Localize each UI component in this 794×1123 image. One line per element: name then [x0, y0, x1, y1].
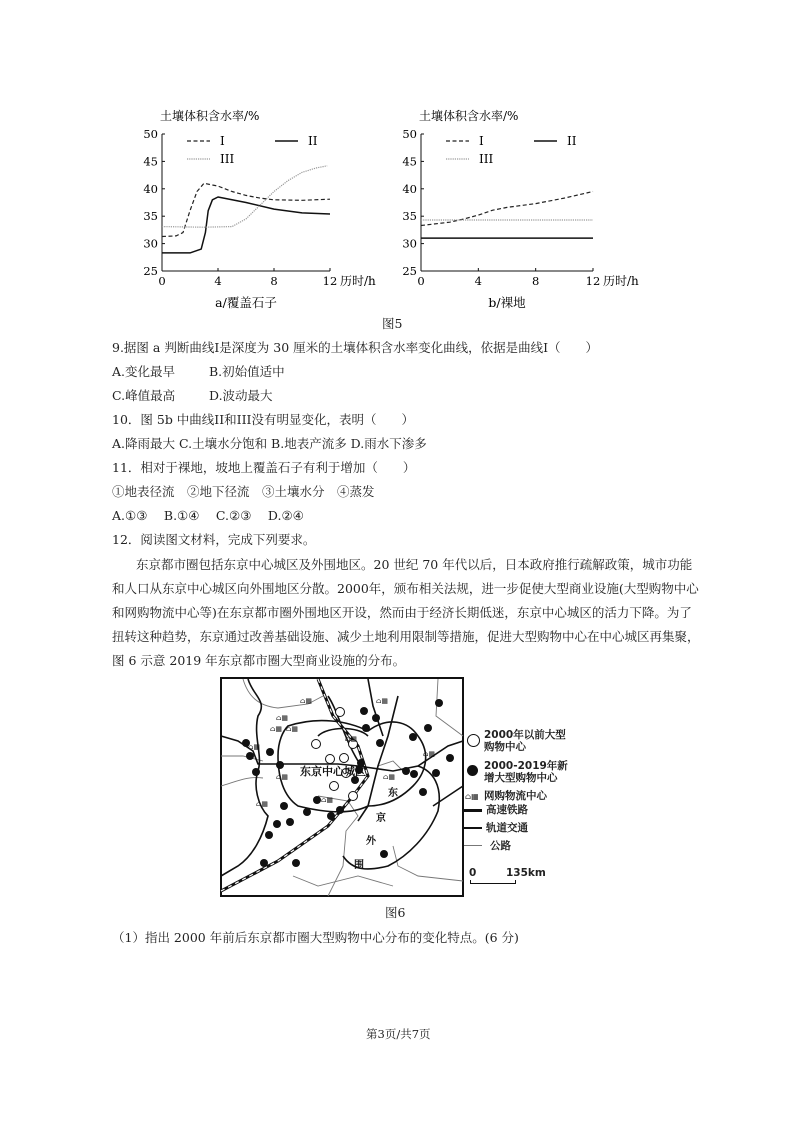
warehouse-icon: ⌂▦: [276, 714, 288, 722]
question-12-1: （1）指出 2000 年前后东京都市圈大型购物中心分布的变化特点。(6 分): [112, 930, 519, 945]
x-tick-label: 8: [532, 274, 540, 288]
y-tick-label: 40: [402, 181, 417, 196]
chart-b: [402, 108, 639, 310]
legend-label: I: [220, 134, 225, 148]
y-tick-label: 30: [402, 236, 417, 251]
shopping-center-marker: [336, 708, 345, 717]
svg-text:外: 外: [366, 836, 376, 847]
y-tick-label: 25: [143, 264, 158, 278]
warehouse-icon: ⌂▦: [423, 750, 435, 758]
shopping-center-marker: [326, 755, 335, 764]
passage-line: 扭转这种趋势，东京通过改善基础设施、减少土地利用限制等措施，促进大型购物中心在中心城区再集聚，: [112, 629, 700, 644]
y-tick-label: 50: [143, 127, 158, 141]
q9-option-d: D.波动最大: [209, 388, 273, 403]
tokyo-map: [218, 676, 468, 901]
y-tick-label: 35: [402, 209, 417, 224]
y-axis-label: 土壤体积含水率/%: [419, 109, 519, 123]
question-10: 10．图 5b 中曲线II和III没有明显变化，表明（ ）: [112, 412, 414, 427]
warehouse-icon: ⌂▦: [376, 697, 388, 705]
chart-subtitle: a/覆盖石子: [215, 295, 277, 310]
legend-rail: 轨道交通: [486, 822, 528, 834]
warehouse-icon: ⌂▦: [286, 725, 298, 733]
y-tick-label: 45: [402, 154, 417, 169]
q9-option-c: C.峰值最高: [112, 388, 176, 403]
question-11: 11．相对于裸地，坡地上覆盖石子有利于增加（ ）: [112, 460, 416, 475]
scale-zero: 0: [469, 867, 477, 879]
q11-options: A.①③ B.①④ C.②③ D.②④: [112, 508, 304, 523]
x-tick-label: 0: [417, 274, 425, 288]
svg-text:东: 东: [388, 788, 398, 799]
warehouse-icon: ⌂▦: [300, 697, 312, 705]
chart-a: [143, 108, 376, 310]
y-tick-label: 35: [143, 209, 158, 224]
x-tick-label: 12: [585, 274, 601, 288]
x-tick-label: 0: [158, 274, 166, 288]
question-12: 12．阅读图文材料，完成下列要求。: [112, 532, 316, 547]
warehouse-icon: ⌂▦: [465, 792, 479, 801]
legend-label: III: [479, 152, 494, 166]
open-circle-icon: [467, 734, 480, 747]
passage-line: 东京都市圈包括东京中心城区及外围地区。20 世纪 70 年代以后，日本政府推行疏解政策，城市功能: [136, 557, 693, 572]
warehouse-icon: ⌂▦: [248, 743, 260, 751]
legend-label: III: [220, 152, 235, 166]
svg-text:京: 京: [376, 813, 386, 824]
y-tick-label: 40: [143, 181, 158, 196]
legend-pre2000: 2000年以前大型购物中心: [484, 729, 566, 753]
road-icon: [464, 845, 482, 846]
figure6-caption: 图6: [385, 905, 406, 920]
svg-text:围: 围: [354, 860, 364, 871]
x-tick-label: 12: [322, 274, 338, 288]
q10-options: A.降雨最大 C.土壤水分饱和 B.地表产流多 D.雨水下渗多: [112, 436, 427, 451]
shopping-center-marker: [349, 792, 358, 801]
y-axis-label: 土壤体积含水率/%: [160, 109, 260, 123]
scale-label: 135km: [506, 867, 546, 879]
legend-road: 公路: [490, 840, 511, 852]
x-tick-label: 8: [270, 274, 278, 288]
rail-icon: [464, 827, 482, 829]
legend-label: II: [308, 134, 318, 148]
x-axis-label: 历时/h: [603, 274, 639, 288]
y-tick-label: 50: [402, 127, 417, 141]
label-central-tokyo: 东京中心城区: [300, 765, 366, 778]
warehouse-icon: ⌂▦: [270, 725, 282, 733]
passage-line: 和网购物流中心等)在东京都市圈外围地区开设，然而由于经济长期低迷，东京中心城区的活力下降。为了: [112, 605, 692, 620]
page-footer: 第3页/共7页: [366, 1027, 431, 1041]
scale-bar: [470, 880, 516, 884]
figure5-caption: 图5: [382, 316, 403, 331]
filled-circle-icon: [467, 765, 478, 776]
warehouse-icon: ⌂▦: [321, 796, 333, 804]
legend-logistics: 网购物流中心: [484, 790, 547, 802]
warehouse-icon: ⌂▦: [345, 735, 357, 743]
warehouse-icon: ⌂▦: [276, 773, 288, 781]
passage-line: 图 6 示意 2019 年东京都市圈大型商业设施的分布。: [112, 653, 406, 668]
y-tick-label: 25: [402, 264, 417, 278]
q9-option-a: A.变化最早: [112, 364, 176, 379]
figure5-charts: [0, 100, 794, 315]
x-tick-label: 4: [474, 274, 482, 288]
y-tick-label: 45: [143, 154, 158, 169]
shopping-center-marker: [312, 740, 321, 749]
legend-hsr: 高速铁路: [486, 804, 528, 816]
series-line-I: [162, 183, 330, 236]
q9-option-b: B.初始值适中: [209, 364, 285, 379]
question-9: 9.据图 a 判断曲线I是深度为 30 厘米的土壤体积含水率变化曲线，依据是曲线I（ ）: [112, 340, 599, 355]
legend-new: 2000-2019年新增大型购物中心: [484, 760, 568, 784]
warehouse-icon: ⌂▦: [256, 800, 268, 808]
q11-items: ①地表径流 ②地下径流 ③土壤水分 ④蒸发: [112, 484, 375, 499]
series-line-III: [162, 166, 327, 227]
x-tick-label: 4: [214, 274, 222, 288]
shopping-center-marker: [340, 754, 349, 763]
legend-label: I: [479, 134, 484, 148]
x-axis-label: 历时/h: [340, 274, 376, 288]
passage-line: 和人口从东京中心城区向外围地区分散。2000年，颁布相关法规，进一步促使大型商业设施(大型购物中心: [112, 581, 699, 596]
y-tick-label: 30: [143, 236, 158, 251]
chart-subtitle: b/裸地: [488, 295, 526, 310]
legend-label: II: [567, 134, 577, 148]
high-speed-rail-icon: [464, 809, 482, 812]
shopping-center-marker: [330, 782, 339, 791]
warehouse-icon: ⌂▦: [383, 773, 395, 781]
series-line-II: [162, 197, 330, 253]
